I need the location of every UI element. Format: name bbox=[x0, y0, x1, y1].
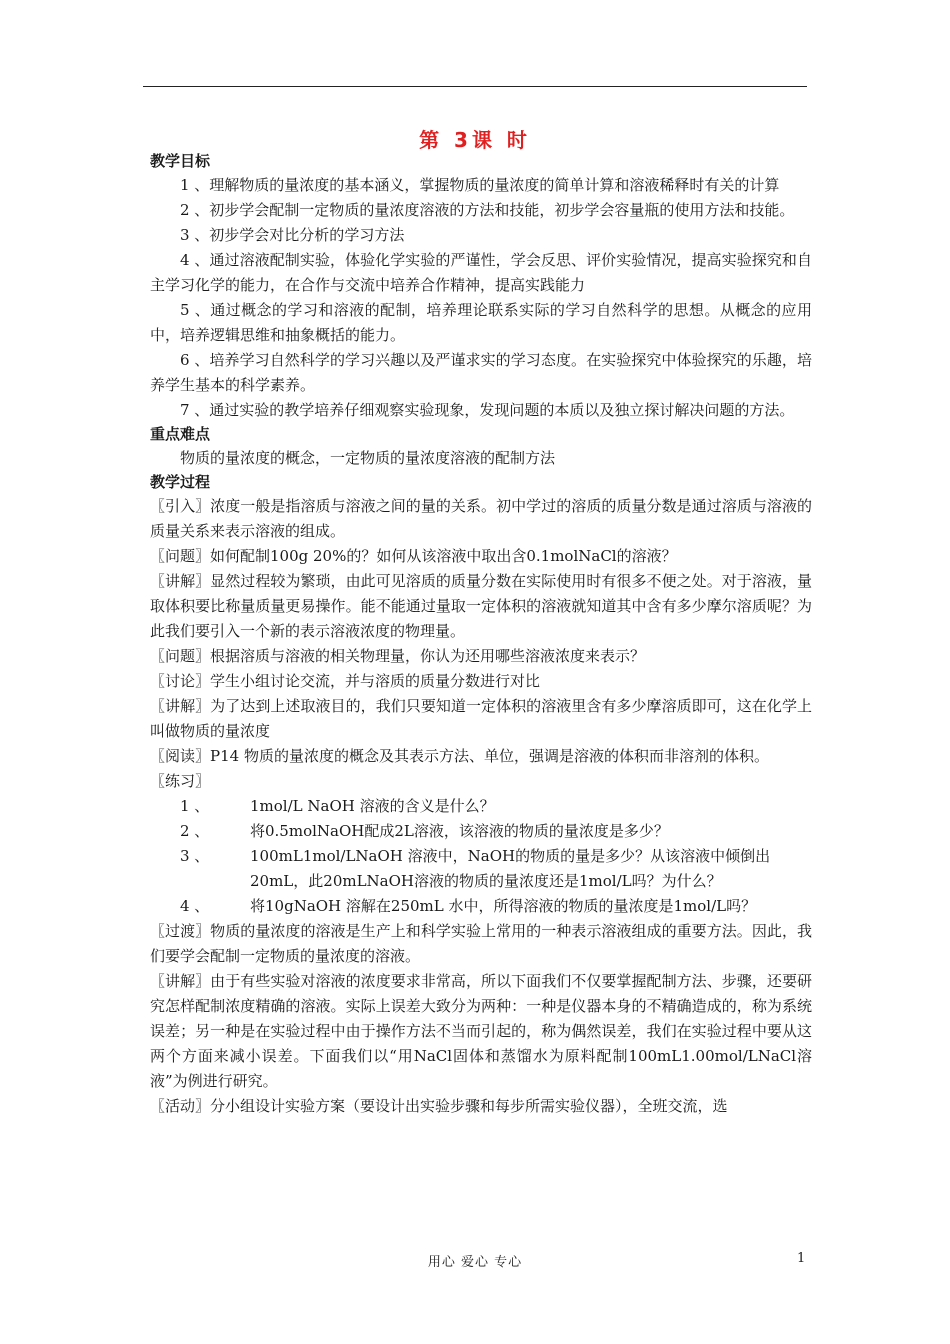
objective-item: 1 、理解物质的量浓度的基本涵义，掌握物质的量浓度的简单计算和溶液稀释时有关的计算 bbox=[180, 176, 780, 194]
practice-text: 将0.5molNaOH配成2L溶液，该溶液的物质的量浓度是多少？ bbox=[250, 822, 669, 840]
page-number: 1 bbox=[797, 1251, 806, 1266]
objective-item: 5 、通过概念的学习和溶液的配制，培养理论联系实际的学习自然科学的思想。从概念的应用中，培养逻辑思维和抽象概括的能力。 bbox=[150, 301, 812, 344]
process-paragraph: 〖讲解〗为了达到上述取液目的，我们只要知道一定体积的溶液里含有多少摩溶质即可，这在化学上叫做物质的量浓度 bbox=[150, 697, 812, 740]
practice-item bbox=[150, 819, 812, 844]
header-rule bbox=[143, 86, 807, 87]
process-paragraph: 〖过渡〗物质的量浓度的溶液是生产上和科学实验上常用的一种表示溶液组成的重要方法。因此，我们要学会配制一定物质的量浓度的溶液。 bbox=[150, 922, 812, 965]
process-paragraph: 〖活动〗分小组设计实验方案（要设计出实验步骤和每步所需实验仪器），全班交流，选 bbox=[150, 1097, 728, 1115]
practice-label: 〖练习〗 bbox=[150, 772, 211, 790]
process-paragraph: 〖讲解〗显然过程较为繁琐，由此可见溶质的质量分数在实际使用时有很多不便之处。对于溶液，量取体积要比称量质量更易操作。能不能通过量取一定体积的溶液就知道其中含有多少摩尔溶质呢？为此我们要引入一个新的表示溶液浓度的物理量。 bbox=[150, 572, 812, 640]
process-paragraph: 〖问题〗根据溶质与溶液的相关物理量，你认为还用哪些溶液浓度来表示？ bbox=[150, 647, 646, 665]
practice-text: 100mL1mol/LNaOH 溶液中，NaOH的物质的量是多少？从该溶液中倾倒出20mL，此20mLNaOH溶液的物质的量浓度还是1mol/L吗？为什么？ bbox=[250, 847, 771, 890]
document-body bbox=[150, 150, 812, 1119]
key-points-text: 物质的量浓度的概念，一定物质的量浓度溶液的配制方法 bbox=[180, 449, 556, 467]
objective-item: 4 、通过溶液配制实验，体验化学实验的严谨性，学会反思、评价实验情况，提高实验探究和自主学习化学的能力，在合作与交流中培养合作精神，提高实践能力 bbox=[150, 251, 812, 294]
practice-number: 3 、 bbox=[180, 847, 210, 865]
practice-item bbox=[150, 794, 812, 819]
process-heading: 教学过程 bbox=[150, 473, 211, 491]
process-paragraph: 〖引入〗浓度一般是指溶质与溶液之间的量的关系。初中学过的溶质的质量分数是通过溶质与溶液的质量关系来表示溶液的组成。 bbox=[150, 497, 812, 540]
practice-item bbox=[150, 844, 812, 894]
process-paragraph: 〖问题〗如何配制100g 20%的？如何从该溶液中取出含0.1molNaCl的溶液？ bbox=[150, 547, 677, 565]
practice-text: 将10gNaOH 溶解在250mL 水中，所得溶液的物质的量浓度是1mol/L吗？ bbox=[250, 897, 757, 915]
objective-item: 6 、培养学习自然科学的学习兴趣以及严谨求实的学习态度。在实验探究中体验探究的乐趣，培养学生基本的科学素养。 bbox=[150, 351, 812, 394]
lesson-title: 第 3课 时 bbox=[419, 128, 531, 152]
footer-motto: 用心 爱心 专心 bbox=[427, 1255, 523, 1270]
process-paragraph: 〖讲解〗由于有些实验对溶液的浓度要求非常高，所以下面我们不仅要掌握配制方法、步骤，还要研究怎样配制浓度精确的溶液。实际上误差大致分为两种：一种是仪器本身的不精确造成的，称为系统误差；另一种是在实验过程中由于操作方法不当而引起的，称为偶然误差，我们在实验过程中要从这两个方面来减小误差。下面我们以“用NaCl固体和蒸馏水为原料配制100mL1.00mol/LNaCl溶液”为例进行研究。 bbox=[150, 972, 812, 1090]
objective-item: 3 、初步学会对比分析的学习方法 bbox=[180, 226, 405, 244]
objective-item: 2 、初步学会配制一定物质的量浓度溶液的方法和技能，初步学会容量瓶的使用方法和技能。 bbox=[180, 201, 795, 219]
process-paragraph: 〖阅读〗P14 物质的量浓度的概念及其表示方法、单位，强调是溶液的体积而非溶剂的体积。 bbox=[150, 747, 769, 765]
objective-item: 7 、通过实验的教学培养仔细观察实验现象，发现问题的本质以及独立探讨解决问题的方法。 bbox=[180, 401, 795, 419]
objectives-heading: 教学目标 bbox=[150, 152, 211, 170]
key-points-heading: 重点难点 bbox=[150, 425, 211, 443]
process-paragraph: 〖讨论〗学生小组讨论交流，并与溶质的质量分数进行对比 bbox=[150, 672, 541, 690]
practice-number: 1 、 bbox=[180, 797, 210, 815]
practice-text: 1mol/L NaOH 溶液的含义是什么？ bbox=[250, 797, 495, 815]
practice-number: 4 、 bbox=[180, 897, 210, 915]
practice-number: 2 、 bbox=[180, 822, 210, 840]
practice-item bbox=[150, 894, 812, 919]
